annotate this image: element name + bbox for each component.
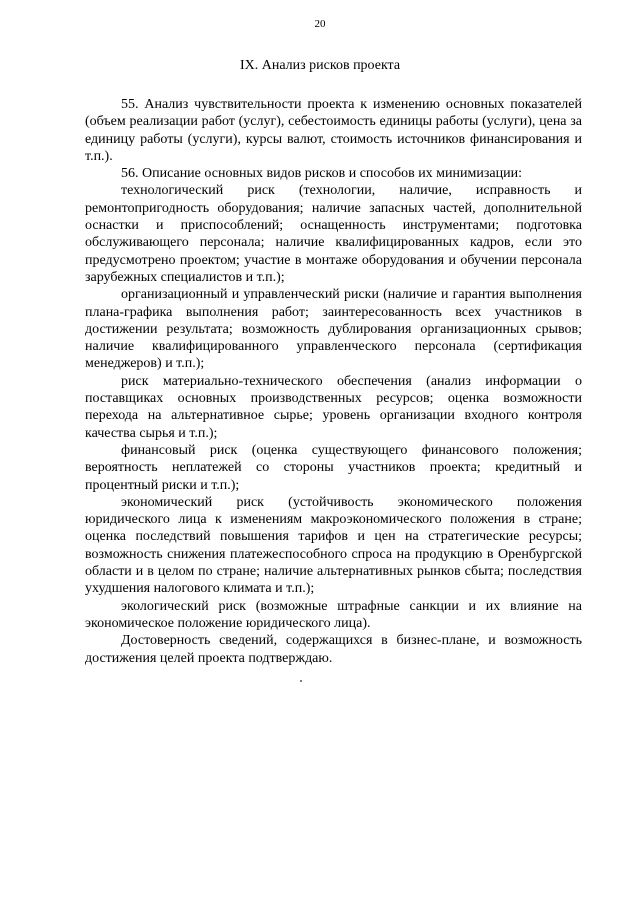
stray-dot-mark — [300, 680, 302, 682]
document-body — [85, 96, 582, 667]
paragraph-organizational-risk: организационный и управленческий риски (наличие и гарантия выполнения плана-графика выполнения работ; заинтересованность всех участников в достижении результата; возможность дублирования организационных срывов; наличие квалифицированного управленческого персонала (сертификация менеджеров) и т.п.); — [85, 287, 582, 372]
paragraph-risk-types-intro: 56. Описание основных видов рисков и способов их минимизации: — [121, 166, 522, 182]
paragraph-logistics-risk: риск материально-технического обеспечения (анализ информации о поставщиках основных производственных ресурсов; оценка возможности перехода на альтернативное сырье; уровень организации входного контроля качества сырья и т.п.); — [85, 373, 582, 441]
paragraph-technological-risk: технологический риск (технологии, наличие, исправность и ремонтопригодность оборудования; наличие запасных частей, дополнительной оснастки и приспособлений; оснащенность инструментами; подготовка обслуживающего персонала; наличие квалифицированных кадров, если это предусмотрено проектом; участие в монтаже оборудования и обучении персонала зарубежных специалистов и т.п.); — [85, 183, 582, 285]
paragraph-financial-risk: финансовый риск (оценка существующего финансового положения; вероятность неплатежей со стороны участников проекта; кредитный и процентный риски и т.п.); — [85, 442, 582, 493]
paragraph-ecological-risk: экологический риск (возможные штрафные санкции и их влияние на экономическое положение юридического лица). — [85, 598, 582, 631]
section-title: IX. Анализ рисков проекта — [239, 58, 401, 73]
paragraph-sensitivity-analysis: 55. Анализ чувствительности проекта к изменению основных показателей (объем реализации работ (услуг), себестоимость единицы работы (услуги), цена за единицу работы (услуги), курсы валют, стоимость источников финансирования и т.п.). — [85, 97, 582, 164]
page-number: 20 — [314, 18, 326, 30]
paragraph-economic-risk: экономический риск (устойчивость экономического положения юридического лица к изменениям макроэкономического положения в стране; оценка последствий повышения тарифов и цен на стратегические ресурсы; возможность снижения платежеспособного спроса на продукцию в Оренбургской области и в целом по стране; наличие альтернативных рынков сбыта; последствия ухудшения налогового климата и т.п.); — [85, 494, 582, 597]
paragraph-confirmation: Достоверность сведений, содержащихся в бизнес-плане, и возможность достижения целей проекта подтверждаю. — [85, 633, 582, 666]
